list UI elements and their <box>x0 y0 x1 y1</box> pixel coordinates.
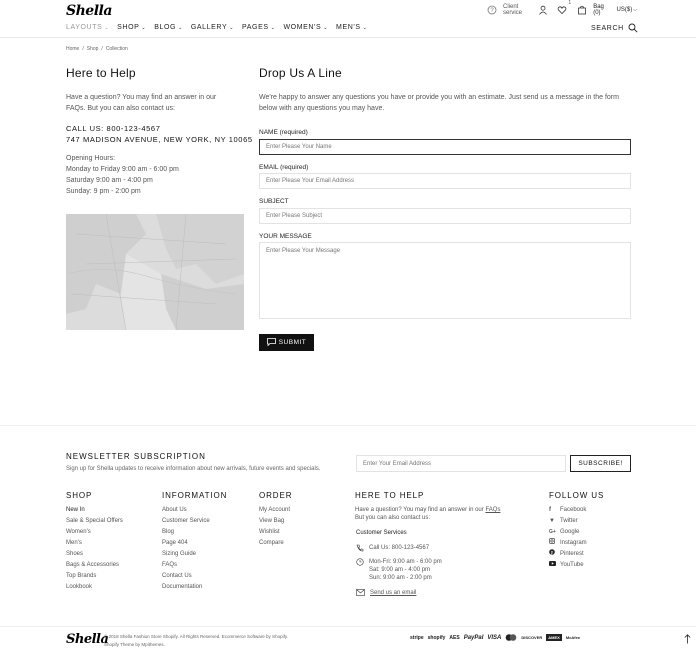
footer-help-intro <box>355 506 515 522</box>
stripe-icon: stripe <box>410 634 424 641</box>
envelope-icon <box>356 589 365 599</box>
subject-label: SUBJECT <box>259 198 289 205</box>
name-field[interactable]: Enter Please Your Name <box>259 139 631 155</box>
copyright-line: Shopify Theme by Mpithemes. <box>104 642 165 647</box>
footer-shop-list <box>66 505 123 593</box>
nav-item-gallery[interactable] <box>191 24 234 31</box>
footer-link[interactable]: Compare <box>259 540 284 546</box>
footer-link[interactable]: Top Brands <box>66 573 97 579</box>
bottom-divider <box>0 626 696 627</box>
chevron-down-icon: ⌄ <box>141 24 147 31</box>
logo[interactable]: Shella <box>66 3 112 19</box>
footer-help-title: HERE TO HELP <box>355 491 425 500</box>
twitter-icon: ▼ <box>549 518 555 524</box>
faqs-link[interactable]: FAQs <box>485 507 501 513</box>
instagram-icon <box>549 538 555 549</box>
paypal-icon: PayPal <box>463 634 484 641</box>
form-intro: We're happy to answer any questions you have or provide you with an estimate. Just send us a message in the form below with any questions you may have. <box>259 94 619 112</box>
map[interactable] <box>66 214 244 330</box>
chevron-down-icon: ⌄ <box>229 24 235 31</box>
search-icon <box>628 23 638 33</box>
help-title: Here to Help <box>66 66 136 80</box>
social-facebook[interactable] <box>549 505 587 516</box>
subscribe-button[interactable]: SUBSCRIBE! <box>570 455 631 472</box>
nav-label: SHOP <box>117 24 140 31</box>
currency-value: US($) <box>616 7 633 13</box>
main-nav <box>66 24 367 31</box>
clock-icon <box>356 558 364 582</box>
footer-link[interactable]: Blog <box>162 529 175 535</box>
call-us: CALL US: 800-123-4567 <box>66 124 161 133</box>
submit-button[interactable] <box>259 334 314 351</box>
footer-link[interactable]: Shoes <box>66 551 84 557</box>
footer-hours-line: Mon-Fri: 9:00 am - 6:00 pm <box>369 559 442 565</box>
user-icon[interactable] <box>538 5 548 15</box>
breadcrumb-separator: / <box>82 46 84 52</box>
nav-label: GALLERY <box>190 24 228 31</box>
footer-information-list <box>162 505 210 593</box>
payment-icons <box>410 634 580 641</box>
email-label: EMAIL (required) <box>259 164 309 171</box>
help-intro: Have a question? You may find an answer in our FAQs. But you can also contact us: <box>66 94 217 112</box>
chat-icon <box>267 338 276 348</box>
newsletter-title: NEWSLETTER SUBSCRIPTION <box>66 452 206 461</box>
footer-link[interactable]: Documentation <box>162 584 203 590</box>
wishlist-icon[interactable] <box>557 0 572 15</box>
social-google[interactable] <box>549 527 587 538</box>
nav-item-mens[interactable] <box>336 24 367 31</box>
footer-link[interactable]: Bags & Accessories <box>66 562 120 568</box>
utility-bar <box>487 0 637 16</box>
social-pinterest[interactable] <box>549 549 587 560</box>
nav-label: PAGES <box>242 24 269 31</box>
search-button[interactable] <box>591 23 638 33</box>
footer-information-title: INFORMATION <box>162 491 228 500</box>
nav-item-pages[interactable] <box>242 24 275 31</box>
chevron-down-icon: ⌄ <box>362 24 368 31</box>
nav-item-layouts[interactable] <box>66 24 109 31</box>
footer-link[interactable]: Customer Service <box>162 518 210 524</box>
social-label: Instagram <box>560 540 587 546</box>
nav-label: BLOG <box>154 24 177 31</box>
footer-link[interactable]: Men's <box>66 540 82 546</box>
chevron-down-icon: ⌵ <box>633 7 637 13</box>
pinterest-icon <box>549 549 555 560</box>
message-field[interactable]: Enter Please Your Message <box>259 242 631 319</box>
social-instagram[interactable] <box>549 538 587 549</box>
social-label: Pinterest <box>560 551 584 557</box>
name-label: NAME (required) <box>259 129 308 136</box>
social-links <box>549 505 587 571</box>
wishlist-count: 1 <box>568 0 572 6</box>
email-field[interactable]: Enter Please Your Email Address <box>259 173 631 189</box>
footer-link[interactable]: Sizing Guide <box>162 551 197 557</box>
nav-label: MEN'S <box>336 24 361 31</box>
mastercard-icon <box>505 634 517 641</box>
chevron-down-icon: ⌄ <box>104 24 110 31</box>
facebook-icon: f <box>549 507 551 513</box>
footer-shop-title: SHOP <box>66 491 93 500</box>
svg-text:p: p <box>550 549 554 555</box>
submit-label: SUBMIT <box>278 339 307 346</box>
footer-link[interactable]: About Us <box>162 507 187 513</box>
send-email-link[interactable]: Send us an email <box>370 590 417 596</box>
social-twitter[interactable] <box>549 516 587 527</box>
header-divider <box>0 37 696 38</box>
footer-help-intro-text: Have a question? You may find an answer in our <box>355 507 484 513</box>
bag-label[interactable]: Bag (0) <box>593 4 604 16</box>
hours-line: Sunday: 9 pm - 2:00 pm <box>66 188 141 195</box>
social-label: Google <box>560 529 580 535</box>
back-to-top-arrow-icon[interactable] <box>684 634 691 646</box>
footer-email <box>356 589 416 599</box>
footer-link[interactable]: Women's <box>66 529 91 535</box>
breadcrumb-separator: / <box>101 46 103 52</box>
chevron-down-icon: ⌄ <box>270 24 276 31</box>
footer-link[interactable]: Sale & Special Offers <box>66 518 123 524</box>
breadcrumb-home[interactable]: Home <box>66 46 80 52</box>
visa-icon: VISA <box>487 634 502 641</box>
footer-link[interactable]: Wishlist <box>259 529 280 535</box>
footer-logo[interactable]: Shella <box>66 632 109 647</box>
question-icon <box>487 5 497 15</box>
social-label: Facebook <box>560 507 587 513</box>
phone-icon <box>356 544 364 555</box>
discover-icon: DISCOVER <box>521 635 543 640</box>
client-service-link[interactable]: Client service <box>503 4 523 16</box>
aes-icon: AES <box>449 634 460 641</box>
form-title: Drop Us A Line <box>259 66 342 80</box>
footer-order-title: ORDER <box>259 491 293 500</box>
map-image <box>66 214 244 330</box>
footer-divider <box>0 425 696 426</box>
breadcrumb <box>66 46 128 52</box>
newsletter-email-input[interactable]: Enter Your Email Address <box>356 455 566 472</box>
mcafee-icon: McAfee <box>565 635 581 640</box>
footer-link[interactable]: FAQs <box>162 562 178 568</box>
breadcrumb-current: Collection <box>105 46 128 52</box>
shopify-icon: shopify <box>427 634 446 641</box>
subject-field[interactable]: Enter Please Subject <box>259 208 631 224</box>
opening-hours <box>66 153 179 197</box>
google-plus-icon: G+ <box>549 529 556 535</box>
footer-follow-title: FOLLOW US <box>549 491 605 500</box>
nav-label: WOMEN'S <box>283 24 322 31</box>
footer-help-intro-text: But you can also contact us: <box>355 515 431 521</box>
footer-link[interactable]: Lookbook <box>66 584 93 590</box>
nav-item-blog[interactable] <box>154 24 183 31</box>
copyright-line: © 2018 Shella Fashion Store Shopify. All Rights Reserved. Ecommerce Software by Shopify. <box>104 634 288 639</box>
footer-order-list <box>259 505 290 549</box>
footer-hours <box>356 558 442 582</box>
youtube-icon <box>549 560 555 571</box>
address: 747 MADISON AVENUE, NEW YORK, NY 10065 <box>66 135 253 144</box>
footer-link[interactable]: View Bag <box>259 518 285 524</box>
social-label: YouTube <box>560 562 584 568</box>
bag-icon[interactable] <box>577 5 587 15</box>
footer-link[interactable]: New In <box>66 507 85 513</box>
message-label: YOUR MESSAGE <box>259 233 312 240</box>
breadcrumb-shop[interactable]: Shop <box>86 46 99 52</box>
hours-title: Opening Hours: <box>66 155 116 162</box>
hours-line: Monday to Friday 9:00 am - 6:00 pm <box>66 166 179 173</box>
footer-link[interactable]: My Account <box>259 507 291 513</box>
newsletter-subtitle: Sign up for Shella updates to receive information about new arrivals, future events and specials. <box>66 466 321 472</box>
footer-link[interactable]: Contact Us <box>162 573 192 579</box>
amex-icon: AMEX <box>548 635 560 640</box>
social-label: Twitter <box>560 518 578 524</box>
nav-item-shop[interactable] <box>117 24 146 31</box>
footer-link[interactable]: Page 404 <box>162 540 188 546</box>
search-label: SEARCH <box>591 24 624 32</box>
chevron-down-icon: ⌄ <box>323 24 329 31</box>
copyright <box>104 633 314 649</box>
nav-item-womens[interactable] <box>283 24 328 31</box>
footer-call-text[interactable]: Call Us: 800-123-4567 <box>369 545 430 551</box>
nav-label: LAYOUTS <box>66 24 103 31</box>
svg-text:?: ? <box>490 8 494 14</box>
hours-line: Saturday 9:00 am - 4:00 pm <box>66 177 153 184</box>
social-youtube[interactable] <box>549 560 587 571</box>
customer-services-heading: Customer Services <box>356 530 407 536</box>
footer-hours-line: Sun: 9:00 am - 2:00 pm <box>369 575 432 581</box>
footer-call <box>356 544 429 555</box>
currency-select[interactable] <box>617 7 637 13</box>
chevron-down-icon: ⌄ <box>178 24 183 31</box>
footer-hours-line: Sat: 9:00 am - 4:00 pm <box>369 567 431 573</box>
